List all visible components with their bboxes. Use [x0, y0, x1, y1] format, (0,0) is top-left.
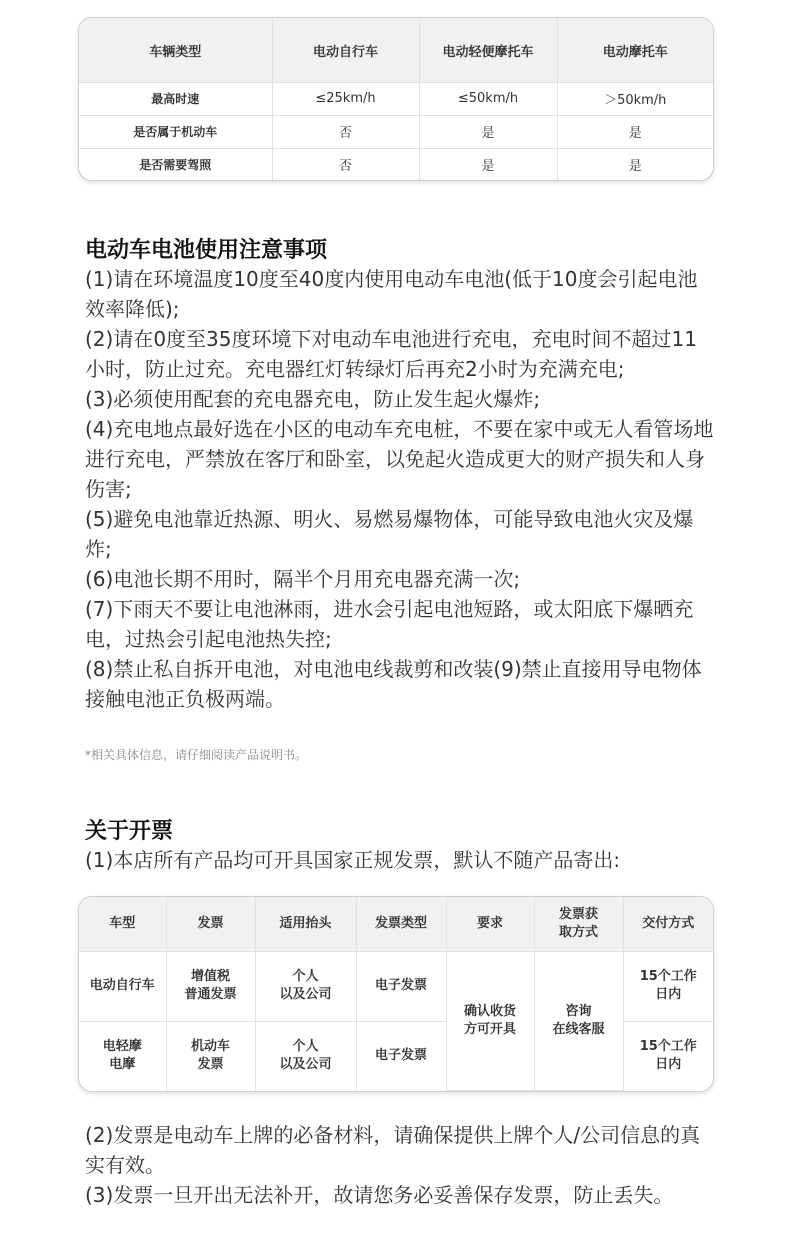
invoice-table: [78, 896, 714, 1092]
battery-notes-list: [85, 264, 715, 714]
table-cell: 电子发票: [356, 1021, 446, 1090]
header-requirement: 要求: [446, 897, 534, 952]
merged-requirement-cell: 确认收货 方可开具: [446, 952, 534, 1091]
manual-footnote: *相关具体信息，请仔细阅读产品说明书。: [85, 748, 308, 762]
header-e-motorcycle: 电动摩托车: [557, 18, 713, 83]
table-cell: 个人 以及公司: [255, 952, 356, 1022]
table-cell: 否: [272, 148, 419, 180]
header-invoice-type: 发票类型: [356, 897, 446, 952]
table-cell: 是: [419, 115, 557, 148]
header-delivery: 交付方式: [623, 897, 713, 952]
table-cell: 15个工作 日内: [623, 952, 713, 1022]
battery-note-item: (7)下雨天不要让电池淋雨，进水会引起电池短路，或太阳底下爆晒充电，过热会引起电池热失控;: [85, 597, 694, 651]
table-cell: 是: [419, 148, 557, 180]
battery-note-item: (4)充电地点最好选在小区的电动车充电桩，不要在家中或无人看管场地进行充电，严禁放在客厅和卧室，以免起火造成更大的财产损失和人身伤害;: [85, 417, 714, 501]
battery-note-item: (1)请在环境温度10度至40度内使用电动车电池(低于10度会引起电池效率降低);: [85, 267, 698, 321]
table-cell: 电轻摩 电摩: [79, 1021, 166, 1090]
table-cell: 电动自行车: [79, 952, 166, 1022]
table-cell: 否: [272, 115, 419, 148]
table-row: [79, 115, 713, 148]
header-obtain-method: 发票获 取方式: [534, 897, 623, 952]
header-e-bicycle: 电动自行车: [272, 18, 419, 83]
header-e-moped: 电动轻便摩托车: [419, 18, 557, 83]
table-cell: 增值税 普通发票: [166, 952, 255, 1022]
header-model: 车型: [79, 897, 166, 952]
merged-method-cell: 咨询 在线客服: [534, 952, 623, 1091]
battery-section-title: 电动车电池使用注意事项: [85, 238, 328, 263]
battery-note-item: (8)禁止私自拆开电池，对电池电线裁剪和改装(9)禁止直接用导电物体接触电池正负极两端。: [85, 657, 702, 711]
row-label-motor-vehicle: 是否属于机动车: [79, 115, 272, 148]
table-cell: 是: [557, 115, 713, 148]
table-row: [79, 952, 713, 1022]
table-cell: ≤25km/h: [272, 83, 419, 116]
battery-note-item: (5)避免电池靠近热源、明火、易燃易爆物体，可能导致电池火灾及爆炸;: [85, 507, 694, 561]
header-vehicle-type: 车辆类型: [79, 18, 272, 83]
table-cell: 是: [628, 158, 642, 174]
invoice-intro: (1)本店所有产品均可开具国家正规发票，默认不随产品寄出:: [85, 848, 621, 872]
table-cell: 个人 以及公司: [255, 1021, 356, 1090]
invoice-section-title: 关于开票: [85, 819, 174, 844]
table-cell: 机动车 发票: [166, 1021, 255, 1090]
battery-note-item: (3)必须使用配套的充电器充电，防止发生起火爆炸;: [85, 387, 541, 411]
invoice-notes-list: [85, 1120, 715, 1210]
table-cell: ＞50km/h: [557, 83, 713, 116]
table-header-row: [79, 18, 713, 83]
table-cell: ≤50km/h: [419, 83, 557, 116]
vehicle-type-table: [78, 17, 714, 181]
table-row: [79, 83, 713, 116]
table-header-row: [79, 897, 713, 952]
header-invoice: 发票: [166, 897, 255, 952]
table-row: [79, 148, 713, 180]
header-title-holder: 适用抬头: [255, 897, 356, 952]
table-cell: 15个工作 日内: [639, 1039, 697, 1073]
table-cell: 电子发票: [356, 952, 446, 1022]
invoice-note-item: (3)发票一旦开出无法补开，故请您务必妥善保存发票，防止丢失。: [85, 1183, 674, 1207]
battery-note-item: (6)电池长期不用时，隔半个月用充电器充满一次;: [85, 567, 521, 591]
battery-note-item: (2)请在0度至35度环境下对电动车电池进行充电，充电时间不超过11小时，防止过充。充电器红灯转绿灯后再充2小时为充满充电;: [85, 327, 697, 381]
row-label-max-speed: 最高时速: [79, 83, 272, 116]
invoice-note-item: (2)发票是电动车上牌的必备材料，请确保提供上牌个人/公司信息的真实有效。: [85, 1123, 701, 1177]
row-label-license: 是否需要驾照: [79, 148, 272, 180]
